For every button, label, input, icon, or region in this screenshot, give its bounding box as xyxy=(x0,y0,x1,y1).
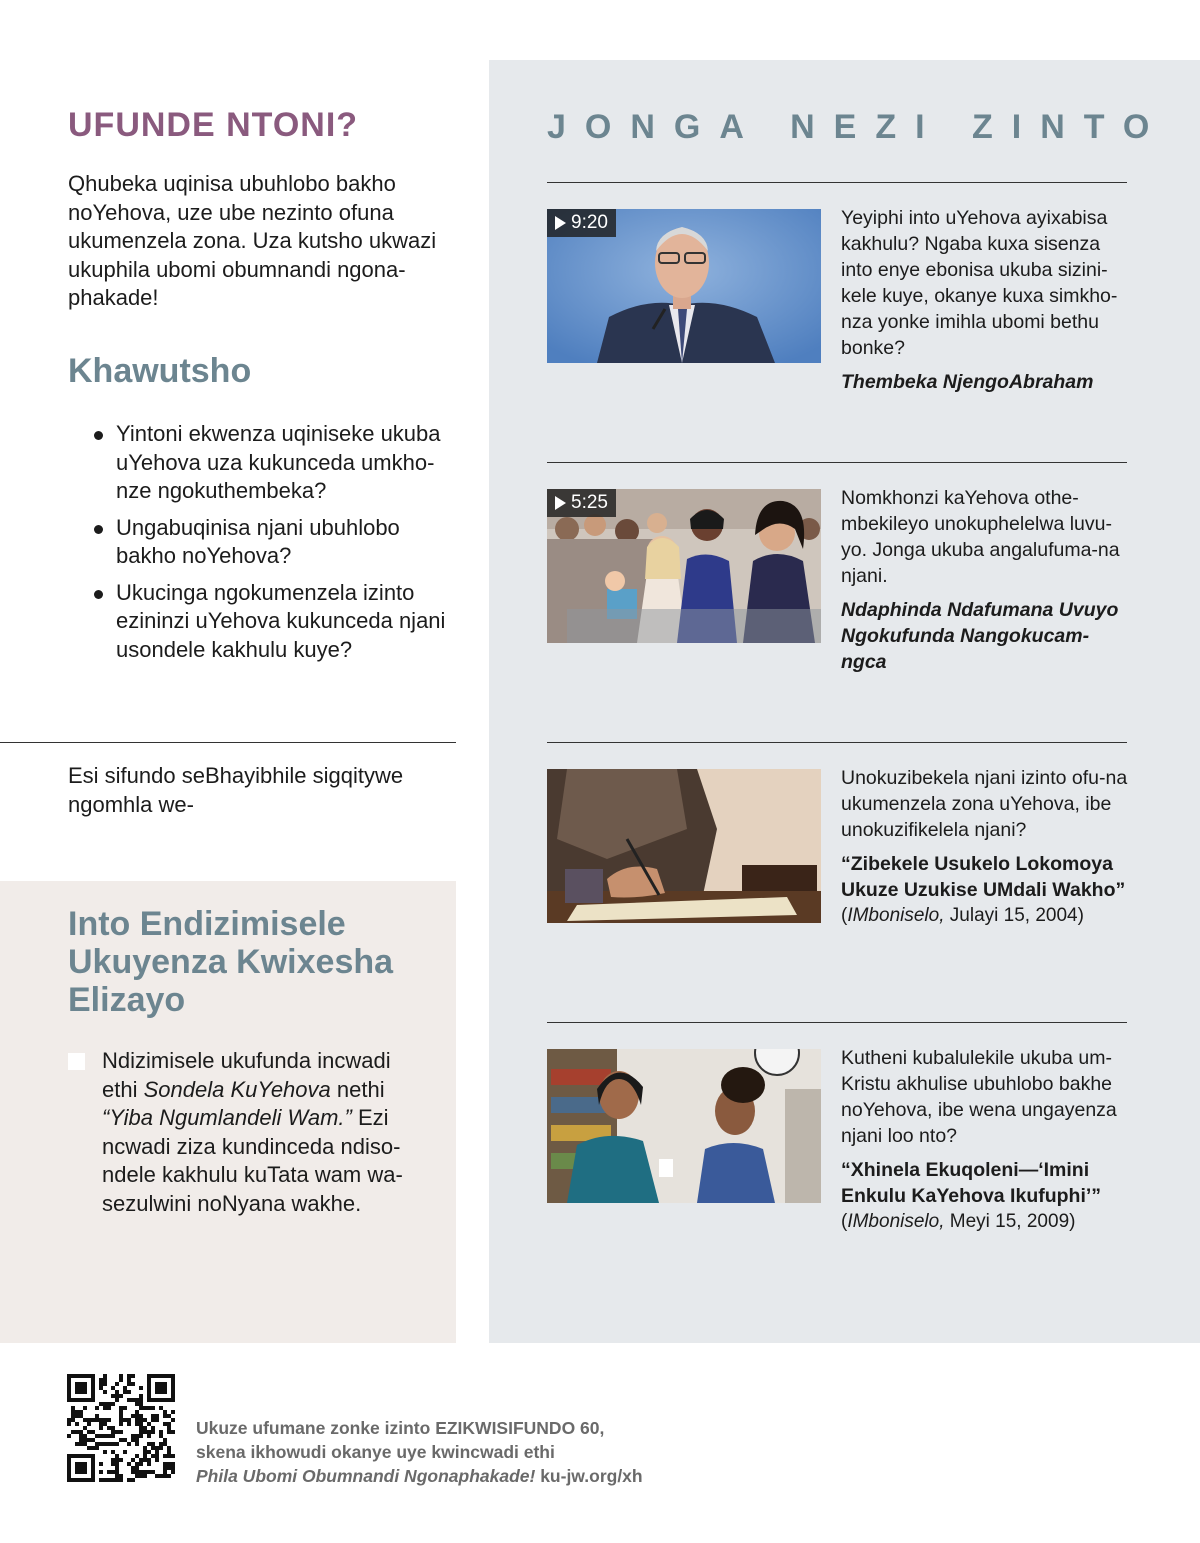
video-duration-badge: 9:20 xyxy=(547,209,616,237)
video-title[interactable]: Thembeka NjengoAbraham xyxy=(841,371,1094,393)
review-question: Ungabuqinisa njani ubuhlobo bakho noYehova? xyxy=(92,514,456,571)
article-source: (IMboniselo, Meyi 15, 2009) xyxy=(841,1211,1076,1232)
explore-panel xyxy=(489,60,1200,1343)
review-question: Yintoni ekwenza uqiniseke ukuba uYehova uza kukunceda umkho-nze ngokuthembeka? xyxy=(92,420,456,506)
divider xyxy=(0,742,456,743)
goal-box xyxy=(0,881,456,1343)
review-question: Ukucinga ngokumenzela izinto ezininzi uYehova kukunceda njani usondele kakhulu kuye? xyxy=(92,579,456,665)
article-description: Unokuzibekela njani izinto ofu-na ukumenzela zona uYehova, ibe unokuzifikelela njani? “Zibekele Usukelo Lokomoya Ukuze Uzukise UMdali Wakho” (IMboniselo, Julayi 15, 2004) xyxy=(841,765,1131,929)
qr-code-icon[interactable] xyxy=(67,1374,175,1482)
divider xyxy=(547,462,1127,463)
article-source: (IMboniselo, Julayi 15, 2004) xyxy=(841,905,1084,926)
book-title: “Yiba Ngumlandeli Wam.” xyxy=(102,1105,352,1130)
goal-checkbox[interactable] xyxy=(68,1053,85,1070)
article-description: Kutheni kubalulekile ukuba um-Kristu akhulise ubuhlobo bakhe noYehova, ibe wena ungayenza njani loo nto? “Xhinela Ekuqoleni—‘Imini Enkulu KaYehova Ikufuphi’” (IMboniselo, Meyi 15, 2009) xyxy=(841,1045,1131,1235)
book-title: Phila Ubomi Obumnandi Ngonaphakade! xyxy=(196,1466,536,1486)
video-title[interactable]: Ndaphinda Ndafumana Uvuyo Ngokufunda Nangokucam-ngca xyxy=(841,599,1119,673)
goal-heading: Into Endizimisele Ukuyenza Kwixesha Elizayo xyxy=(68,905,394,1019)
article-title[interactable]: “Zibekele Usukelo Lokomoya Ukuze Uzukise UMdali Wakho” xyxy=(841,853,1126,901)
video-thumbnail[interactable] xyxy=(547,489,821,643)
video-duration-badge: 5:25 xyxy=(547,489,616,517)
divider xyxy=(547,182,1127,183)
divider xyxy=(547,742,1127,743)
video-description: Nomkhonzi kaYehova othe-mbekileyo unokuphelelwa luvu-yo. Jonga ukuba angalufuma-na njani. Ndaphinda Ndafumana Uvuyo Ngokufunda Nangokucam-ngca xyxy=(841,485,1131,675)
video-thumbnail[interactable] xyxy=(547,209,821,363)
review-heading: Khawutsho xyxy=(68,352,252,390)
explore-heading: JONGA NEZI ZINTO xyxy=(547,108,1169,146)
completion-date-text: Esi sifundo seBhayibhile sigqitywe ngomhla we- xyxy=(68,763,404,817)
video-description: Yeyiphi into uYehova ayixabisa kakhulu? Ngaba kuxa sisenza into enye ebonisa ukuba sizini-kele kuye, okanye kuxa simkho-nza yonke imihla ubomi bethu bonke? Thembeka NjengoAbraham xyxy=(841,205,1131,395)
website-link[interactable]: ku-jw.org/xh xyxy=(535,1466,643,1486)
review-questions xyxy=(92,420,456,672)
article-title[interactable]: “Xhinela Ekuqoleni—‘Imini Enkulu KaYehova Ikufuphi’” xyxy=(841,1159,1102,1207)
play-icon xyxy=(555,216,566,230)
divider xyxy=(547,1022,1127,1023)
play-icon xyxy=(555,496,566,510)
goal-text: Ndizimisele ukufunda incwadi ethi Sondela KuYehova nethi “Yiba Ngumlandeli Wam.” Ezi ncwadi ziza kundinceda ndiso-ndele kakhulu kuTata wam wa-sezulwini noNyana wakhe. xyxy=(102,1048,403,1216)
footer-text: Ukuze ufumane zonke izinto EZIKWISIFUNDO 60, skena ikhowudi okanye uye kwincwadi ethi Phila Ubomi Obumnandi Ngonaphakade! ku-jw.org/xh xyxy=(196,1418,643,1486)
article-thumbnail[interactable] xyxy=(547,1049,821,1203)
article-thumbnail[interactable] xyxy=(547,769,821,923)
goal-item xyxy=(68,1047,418,1218)
book-title: Sondela KuYehova xyxy=(143,1076,331,1102)
summary-heading: UFUNDE NTONI? xyxy=(68,106,359,144)
summary-text: Qhubeka uqinisa ubuhlobo bakho noYehova, uze ube nezinto ofuna ukumenzela zona. Uza kutsho ukwazi ukuphila ubomi obumnandi ngona-phakade! xyxy=(68,171,437,310)
